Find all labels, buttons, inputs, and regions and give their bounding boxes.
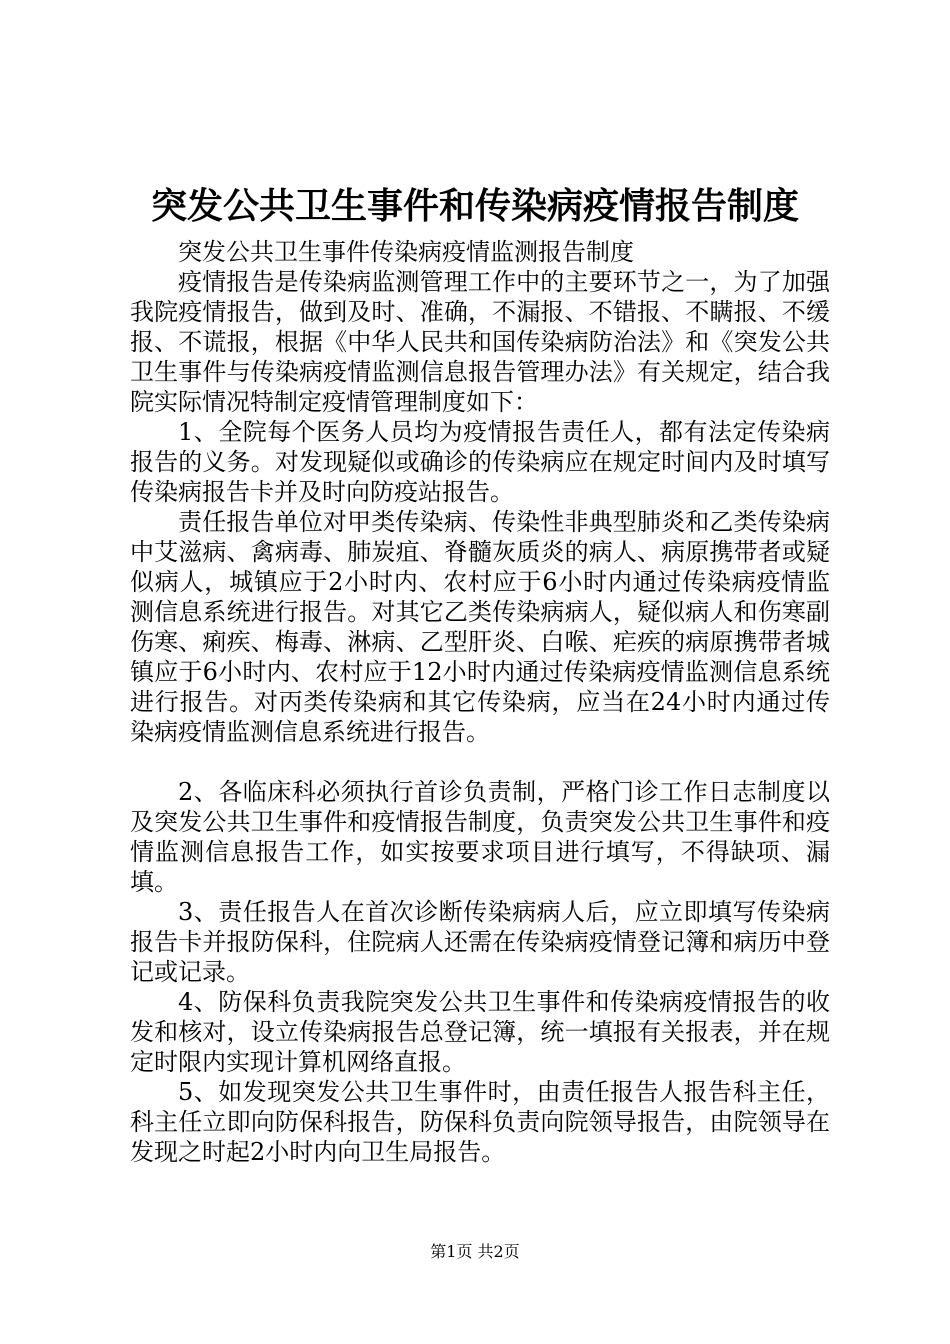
page-number-footer: 第1页 共2页 [430,1242,520,1261]
document-body [130,237,830,1167]
rule-4-paragraph: 4、防保科负责我院突发公共卫生事件和传染病疫情报告的收发和核对，设立传染病报告总登记簿，统一填报有关报表，并在规定时限内实现计算机网络直报。 [130,988,830,1076]
reporting-deadline-paragraph: 责任报告单位对甲类传染病、传染性非典型肺炎和乙类传染病中艾滋病、禽病毒、肺炭疽、脊髓灰质炎的病人、病原携带者或疑似病人，城镇应于2小时内、农村应于6小时内通过传染病疫情监测信息系统进行报告。对其它乙类传染病病人，疑似病人和伤寒副伤寒、痢疾、梅毒、淋病、乙型肝炎、白喉、疟疾的病原携带者城镇应于6小时内、农村应于12小时内通过传染病疫情监测信息系统进行报告。对丙类传染病和其它传染病，应当在24小时内通过传染病疫情监测信息系统进行报告。 [130,508,830,746]
rule-2-paragraph: 2、各临床科必须执行首诊负责制，严格门诊工作日志制度以及突发公共卫生事件和疫情报告制度，负责突发公共卫生事件和疫情监测信息报告工作，如实按要求项目进行填写，不得缺项、漏填。 [130,778,830,896]
document-title: 突发公共卫生事件和传染病疫情报告制度 [150,186,799,227]
rule-3-paragraph: 3、责任报告人在首次诊断传染病病人后，应立即填写传染病报告卡并报防保科，住院病人还需在传染病疫情登记簿和病历中登记或记录。 [130,898,830,986]
intro-paragraph: 疫情报告是传染病监测管理工作中的主要环节之一，为了加强我院疫情报告，做到及时、准确，不漏报、不错报、不瞒报、不缓报、不谎报，根据《中华人民共和国传染病防治法》和《突发公共卫生事件与传染病疫情监测信息报告管理办法》有关规定，结合我院实际情况特制定疫情管理制度如下： [130,268,830,416]
subtitle-paragraph: 突发公共卫生事件传染病疫情监测报告制度 [178,238,634,266]
rule-5-paragraph: 5、如发现突发公共卫生事件时，由责任报告人报告科主任，科主任立即向防保科报告，防保科负责向院领导报告，由院领导在发现之时起2小时内向卫生局报告。 [130,1078,830,1166]
rule-1-paragraph: 1、全院每个医务人员均为疫情报告责任人，都有法定传染病报告的义务。对发现疑似或确诊的传染病应在规定时间内及时填写传染病报告卡并及时向防疫站报告。 [130,418,830,506]
